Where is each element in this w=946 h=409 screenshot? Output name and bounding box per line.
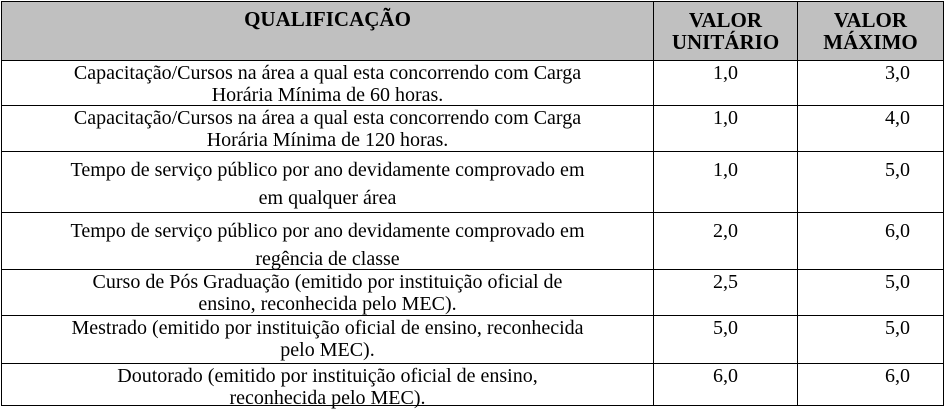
header-valor-maximo — [798, 2, 943, 60]
header-valor-unitario — [654, 2, 798, 60]
valor-maximo: 5,0 — [885, 159, 910, 181]
valor-unitario: 1,0 — [713, 159, 738, 181]
qualificacao-cell — [2, 364, 654, 409]
valor-maximo: 4,0 — [885, 107, 910, 129]
valor-maximo-cell — [798, 213, 943, 269]
qualificacao-line1: Mestrado (emitido por instituição oficial de ensino, reconhecida — [71, 317, 584, 339]
header-valor-maximo-line2: MÁXIMO — [823, 30, 918, 54]
qualificacao-line1: Capacitação/Cursos na área a qual esta concorrendo com Carga — [73, 62, 582, 84]
table-row — [2, 61, 943, 106]
valor-unitario-cell — [654, 213, 798, 269]
valor-maximo-cell — [798, 152, 943, 212]
qualificacao-cell — [2, 152, 654, 212]
table-row — [2, 270, 943, 316]
qualificacao-line2: Horária Mínima de 60 horas. — [211, 84, 444, 106]
valor-unitario: 2,0 — [713, 220, 738, 242]
table-row — [2, 152, 943, 213]
valor-unitario: 1,0 — [713, 107, 738, 129]
qualificacao-line2: regência de classe — [255, 248, 400, 270]
header-valor-unitario-line1: VALOR — [688, 8, 763, 32]
valor-maximo-cell — [798, 270, 943, 315]
table-row — [2, 213, 943, 270]
table-header-row — [2, 2, 943, 61]
valor-maximo: 6,0 — [885, 220, 910, 242]
qualificacao-cell — [2, 270, 654, 315]
valor-maximo: 3,0 — [885, 62, 910, 84]
qualificacao-cell — [2, 316, 654, 363]
qualificacao-line2: ensino, reconhecida pelo MEC). — [198, 293, 457, 315]
valor-maximo: 6,0 — [885, 365, 910, 387]
valor-unitario-cell — [654, 316, 798, 363]
qualificacao-line1: Tempo de serviço público por ano devidamente comprovado em — [70, 159, 585, 181]
header-qualificacao-label: QUALIFICAÇÃO — [244, 7, 411, 31]
valor-unitario-cell — [654, 364, 798, 405]
header-valor-unitario-line2: UNITÁRIO — [671, 30, 780, 54]
qualificacao-line2: pelo MEC). — [280, 339, 375, 361]
qualificacao-line2: reconhecida pelo MEC). — [229, 387, 426, 409]
valor-maximo-cell — [798, 106, 943, 151]
table-row — [2, 316, 943, 364]
qualificacao-line1: Tempo de serviço público por ano devidamente comprovado em — [70, 220, 585, 242]
qualificacao-cell — [2, 61, 654, 105]
qualificacao-line1: Doutorado (emitido por instituição oficial de ensino, — [117, 365, 538, 387]
valor-maximo: 5,0 — [885, 317, 910, 339]
header-valor-maximo-line1: VALOR — [833, 8, 908, 32]
valor-unitario: 5,0 — [713, 317, 738, 339]
valor-unitario-cell — [654, 152, 798, 212]
valor-unitario: 6,0 — [713, 365, 738, 387]
valor-maximo-cell — [798, 316, 943, 363]
valor-unitario: 2,5 — [713, 271, 738, 293]
valor-unitario-cell — [654, 106, 798, 151]
valor-unitario-cell — [654, 270, 798, 315]
valor-maximo-cell — [798, 364, 943, 405]
qualificacao-line2: em qualquer área — [258, 187, 397, 209]
valor-unitario: 1,0 — [713, 62, 738, 84]
header-qualificacao — [2, 2, 654, 60]
qualificacao-line1: Curso de Pós Graduação (emitido por instituição oficial de — [92, 271, 563, 293]
table-row — [2, 364, 943, 409]
valor-maximo: 5,0 — [885, 271, 910, 293]
qualificacao-cell — [2, 213, 654, 269]
qualificacao-line2: Horária Mínima de 120 horas. — [206, 129, 449, 151]
table-row — [2, 106, 943, 152]
valor-maximo-cell — [798, 61, 943, 105]
valor-unitario-cell — [654, 61, 798, 105]
qualification-table — [1, 1, 944, 409]
qualificacao-line1: Capacitação/Cursos na área a qual esta concorrendo com Carga — [73, 107, 582, 129]
qualificacao-cell — [2, 106, 654, 151]
